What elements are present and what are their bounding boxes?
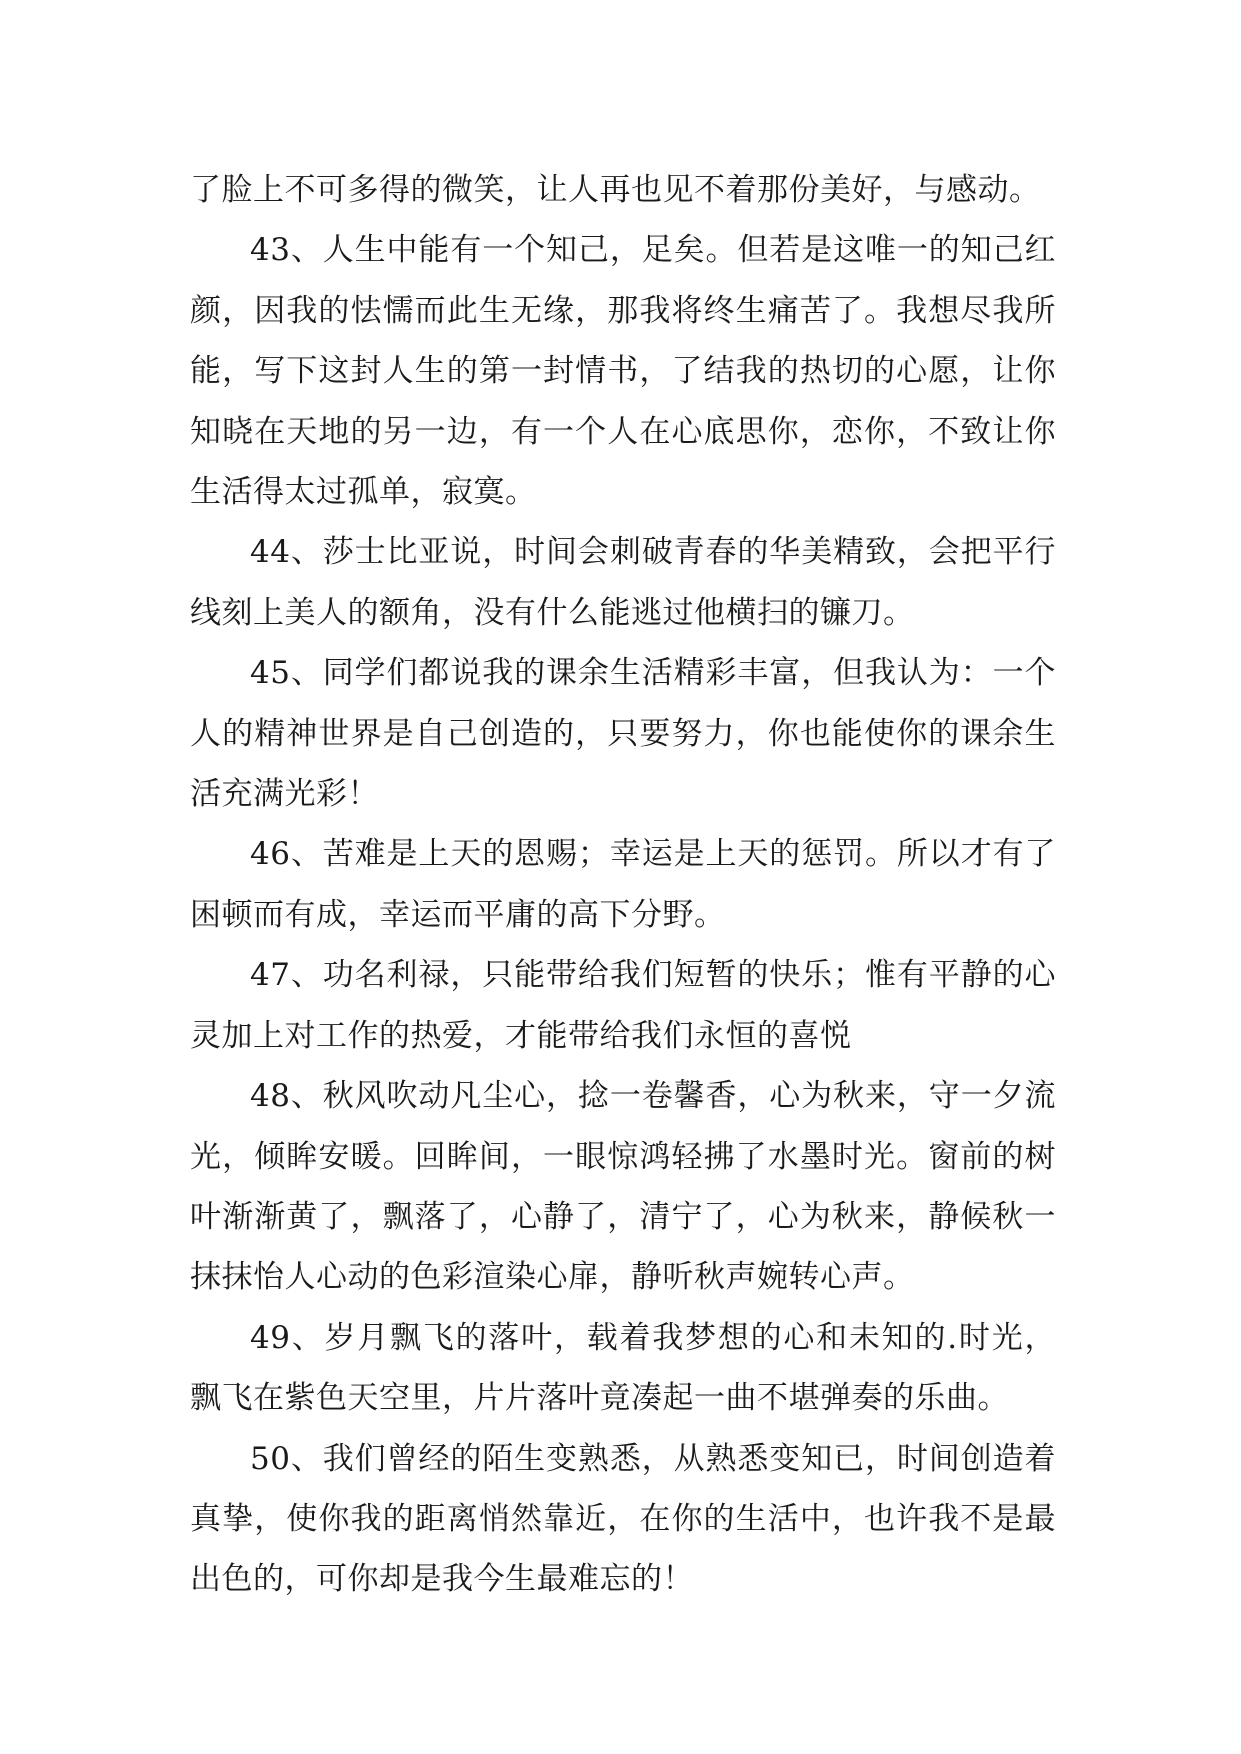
paragraph-49: 49、岁月飘飞的落叶，载着我梦想的心和未知的.时光，飘飞在紫色天空里，片片落叶竟凑起一曲不堪弹奏的乐曲。 <box>190 1319 1056 1417</box>
paragraph-48: 48、秋风吹动凡尘心，捻一卷馨香，心为秋来，守一夕流光，倾眸安暖。回眸间，一眼惊鸿轻拂了水墨时光。窗前的树叶渐渐黄了，飘落了，心静了，清宁了，心为秋来，静候秋一抹抹怡人心动的色彩渲染心扉，静听秋声婉转心声。 <box>190 1078 1056 1296</box>
paragraph-47: 47、功名利禄，只能带给我们短暂的快乐；惟有平静的心灵加上对工作的热爱，才能带给我们永恒的喜悦 <box>190 957 1056 1054</box>
paragraph-44: 44、莎士比亚说，时间会刺破青春的华美精致，会把平行线刻上美人的额角，没有什么能逃过他横扫的镰刀。 <box>190 534 1056 631</box>
paragraph-43: 43、人生中能有一个知己，足矣。但若是这唯一的知己红颜，因我的怯懦而此生无缘，那我将终生痛苦了。我想尽我所能，写下这封人生的第一封情书，了结我的热切的心愿，让你知晓在天地的另一边，有一个人在心底思你，恋你，不致让你生活得太过孤单，寂寞。 <box>190 232 1056 511</box>
paragraph-45: 45、同学们都说我的课余生活精彩丰富，但我认为：一个人的精神世界是自己创造的，只要努力，你也能使你的课余生活充满光彩！ <box>190 655 1056 813</box>
document-body <box>190 160 1056 1610</box>
paragraph-46: 46、苦难是上天的恩赐；幸运是上天的惩罚。所以才有了困顿而有成，幸运而平庸的高下分野。 <box>190 836 1056 933</box>
paragraph-50: 50、我们曾经的陌生变熟悉，从熟悉变知已，时间创造着真挚，使你我的距离悄然靠近，在你的生活中，也许我不是最出色的，可你却是我今生最难忘的！ <box>190 1440 1056 1598</box>
paragraph-continuation: 了脸上不可多得的微笑，让人再也见不着那份美好，与感动。 <box>190 172 1041 208</box>
